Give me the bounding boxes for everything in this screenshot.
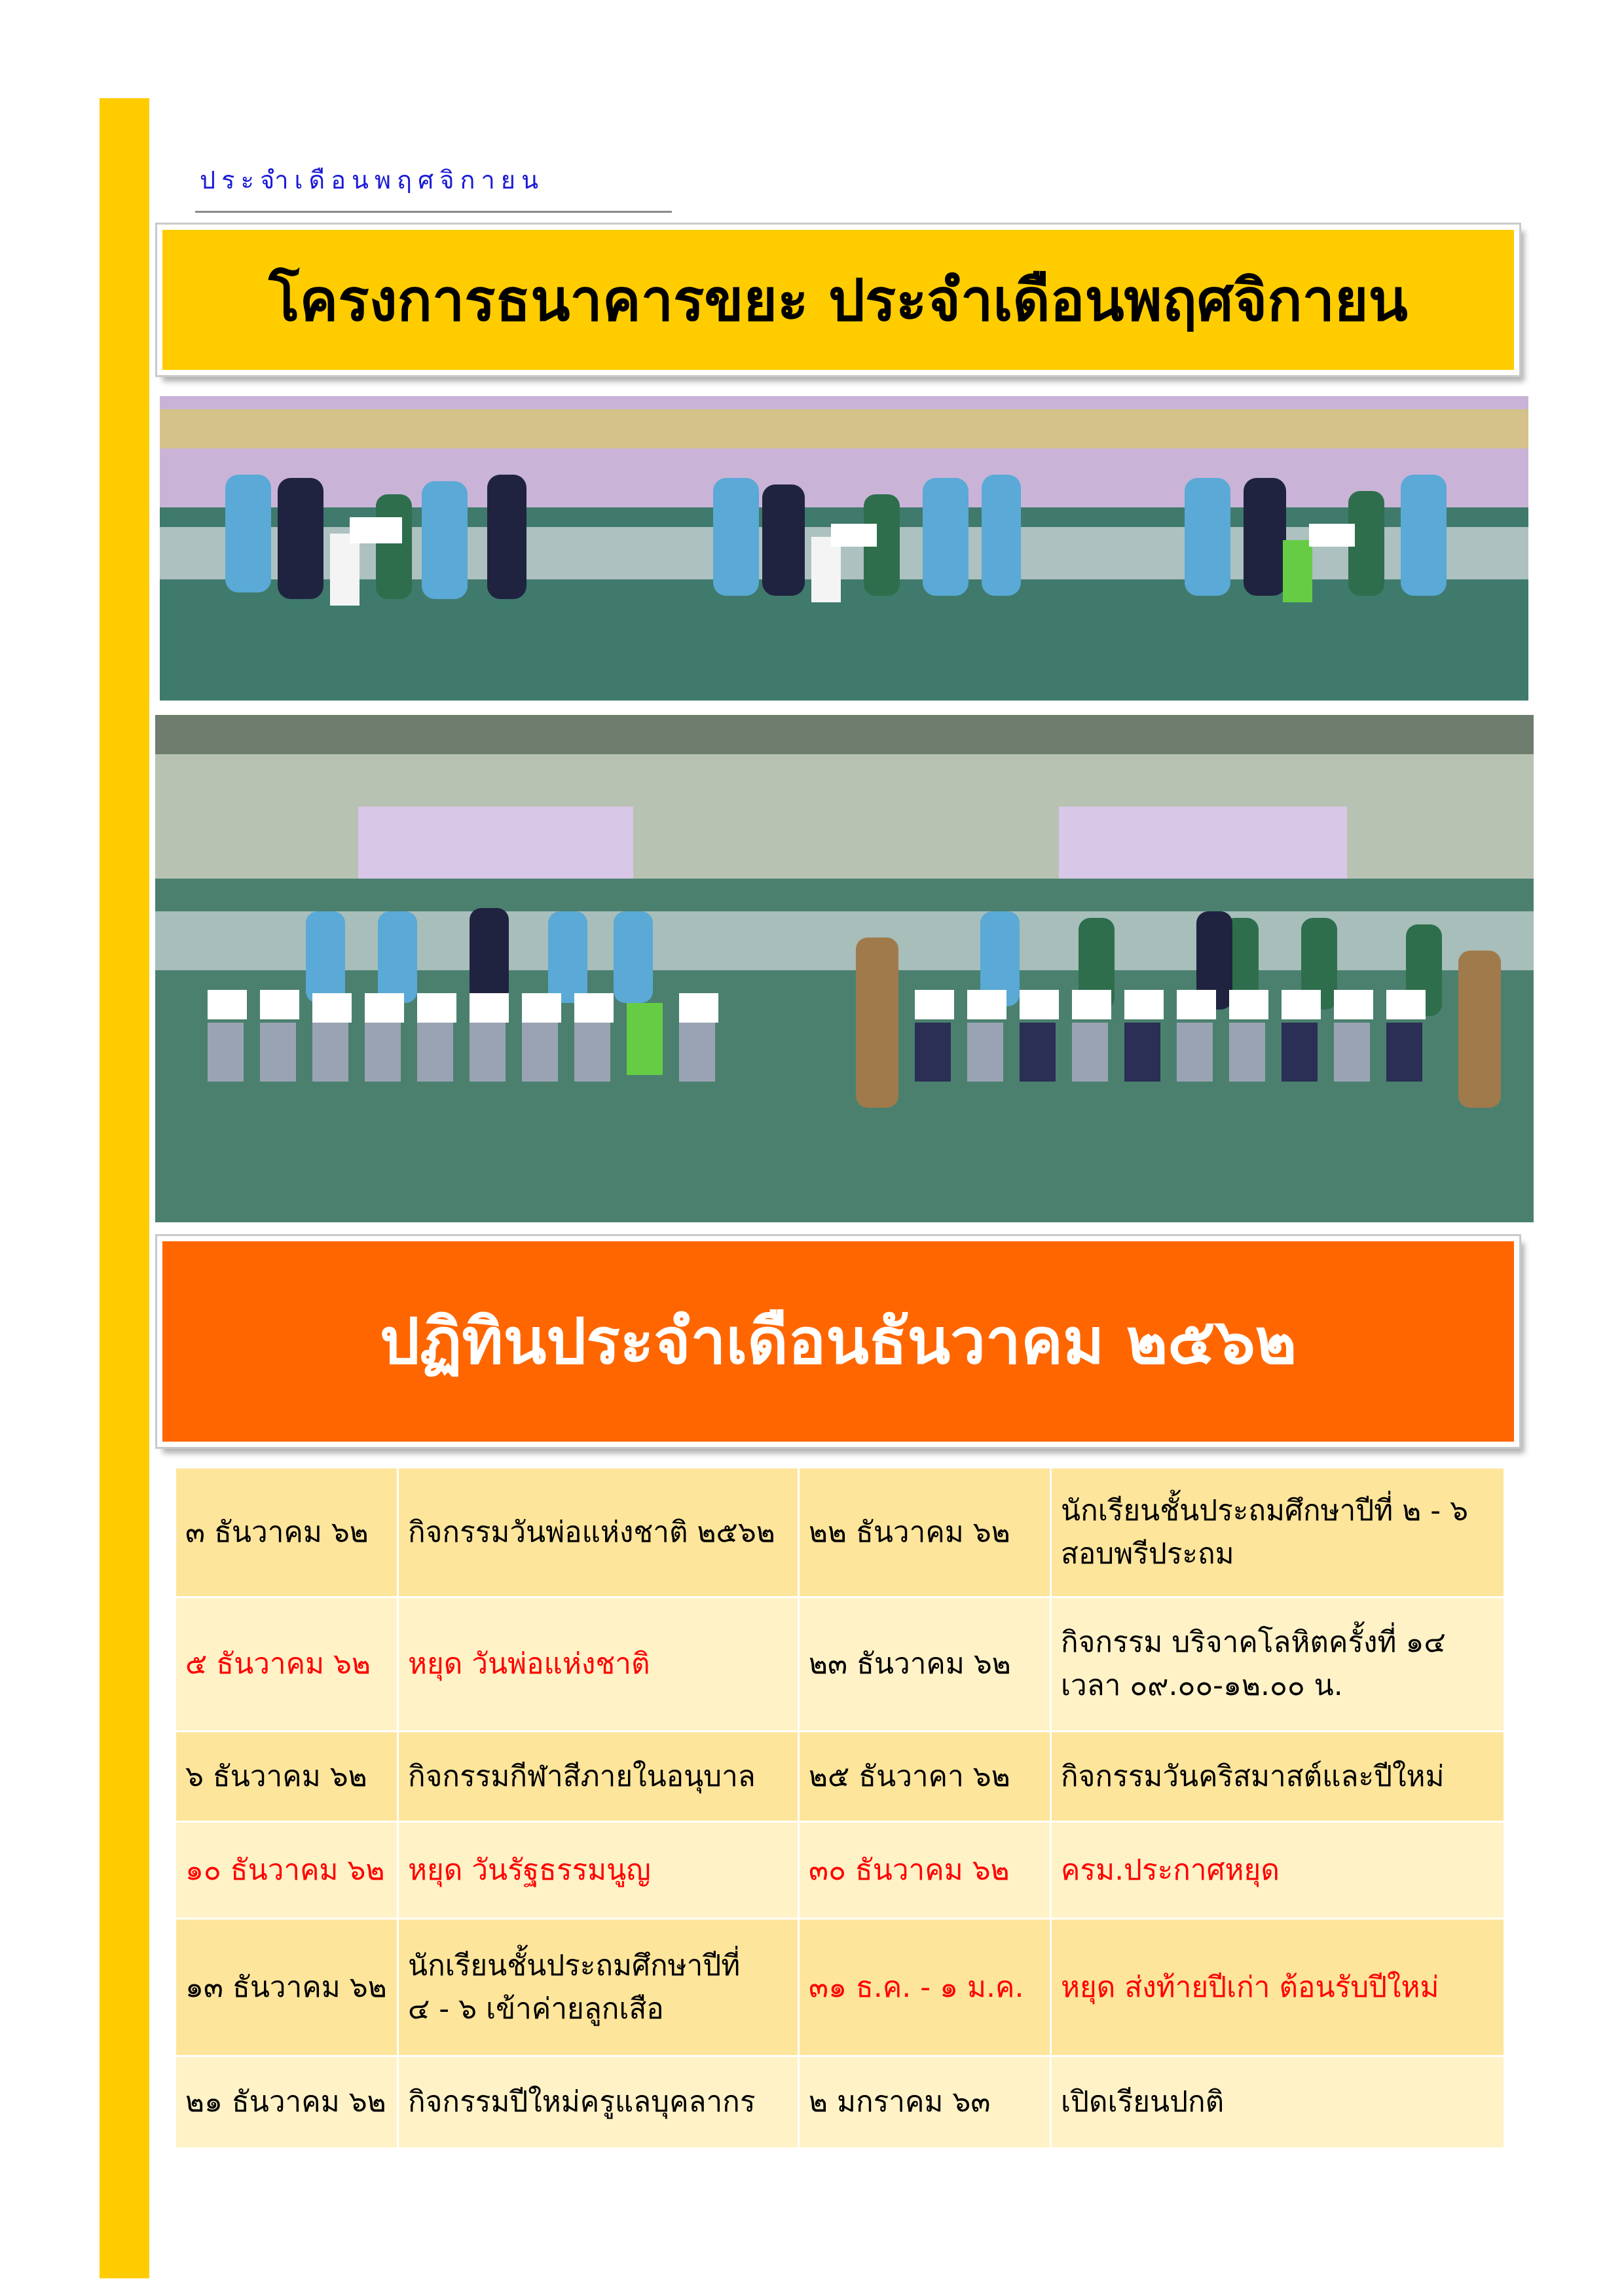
photo-scouts-group	[830, 715, 1534, 1222]
schedule-event-line: นักเรียนชั้นประถมศึกษาปีที่ ๒ - ๖	[1061, 1493, 1469, 1527]
schedule-event-holiday: หยุด วันพ่อแห่งชาติ	[398, 1597, 799, 1732]
december-schedule-table	[174, 1467, 1505, 2149]
schedule-event	[1051, 1597, 1505, 1732]
sidebar-accent-bar	[100, 98, 149, 2278]
schedule-date: ๒๕ ธันวาคา ๖๒	[799, 1732, 1051, 1822]
schedule-event-line: นักเรียนชั้นประถมศึกษาปีที่	[408, 1948, 741, 1982]
photo-award-1	[160, 396, 615, 701]
schedule-date-holiday: ๓๑ ธ.ค. - ๑ ม.ค.	[799, 1919, 1051, 2056]
schedule-date-holiday: ๕ ธันวาคม ๖๒	[175, 1597, 398, 1732]
schedule-date-holiday: ๑๐ ธันวาคม ๖๒	[175, 1822, 398, 1919]
table-row	[175, 1822, 1505, 1919]
table-row	[175, 1919, 1505, 2056]
table-row	[175, 2056, 1505, 2149]
schedule-date: ๒๓ ธันวาคม ๖๒	[799, 1597, 1051, 1732]
schedule-event-holiday: หยุด ส่งท้ายปีเก่า ต้อนรับปีใหม่	[1051, 1919, 1505, 2056]
schedule-event-holiday: หยุด วันรัฐธรรมนูญ	[398, 1822, 799, 1919]
schedule-event-line: กิจกรรม บริจาคโลหิตครั้งที่ ๑๔	[1061, 1626, 1446, 1659]
photo-award-2	[615, 396, 1073, 701]
schedule-date: ๒๑ ธันวาคม ๖๒	[175, 2056, 398, 2149]
schedule-event-line: เวลา ๐๙.๐๐-๑๒.๐๐ น.	[1061, 1669, 1343, 1702]
schedule-date-holiday: ๓๐ ธันวาคม ๖๒	[799, 1822, 1051, 1919]
schedule-event: กิจกรรมวันพ่อแห่งชาติ ๒๕๖๒	[398, 1468, 799, 1597]
december-calendar-title: ปฏิทินประจำเดือนธันวาคม ๒๕๖๒	[379, 1305, 1297, 1378]
schedule-event: กิจกรรมปีใหม่ครูแลบุคลากร	[398, 2056, 799, 2149]
schedule-event	[398, 1919, 799, 2056]
schedule-event: กิจกรรมวันคริสมาสต์และปีใหม่	[1051, 1732, 1505, 1822]
schedule-event: เปิดเรียนปกติ	[1051, 2056, 1505, 2149]
schedule-event-line: ๔ - ๖ เข้าค่ายลูกเสือ	[408, 1992, 664, 2026]
schedule-event-holiday: ครม.ประกาศหยุด	[1051, 1822, 1505, 1919]
header-month-label: ประจำเดือนพฤศจิกายน	[200, 166, 545, 194]
header-divider	[195, 211, 672, 213]
schedule-date: ๒ มกราคม ๖๓	[799, 2056, 1051, 2149]
schedule-event: กิจกรรมกีฬาสีภายในอนุบาล	[398, 1732, 799, 1822]
garbage-bank-title: โครงการธนาคารขยะ ประจำเดือนพฤศจิกายน	[268, 266, 1408, 334]
garbage-bank-title-banner	[157, 225, 1519, 375]
schedule-date: ๑๓ ธันวาคม ๖๒	[175, 1919, 398, 2056]
table-row	[175, 1732, 1505, 1822]
table-row	[175, 1468, 1505, 1597]
december-calendar-title-banner	[157, 1236, 1519, 1447]
schedule-date: ๓ ธันวาคม ๖๒	[175, 1468, 398, 1597]
schedule-event	[1051, 1468, 1505, 1597]
schedule-event-line: สอบพรีประถม	[1061, 1537, 1234, 1571]
schedule-date: ๒๒ ธันวาคม ๖๒	[799, 1468, 1051, 1597]
schedule-date: ๖ ธันวาคม ๖๒	[175, 1732, 398, 1822]
photo-kindergarten-group	[155, 715, 830, 1222]
table-row	[175, 1597, 1505, 1732]
photo-award-3	[1073, 396, 1528, 701]
